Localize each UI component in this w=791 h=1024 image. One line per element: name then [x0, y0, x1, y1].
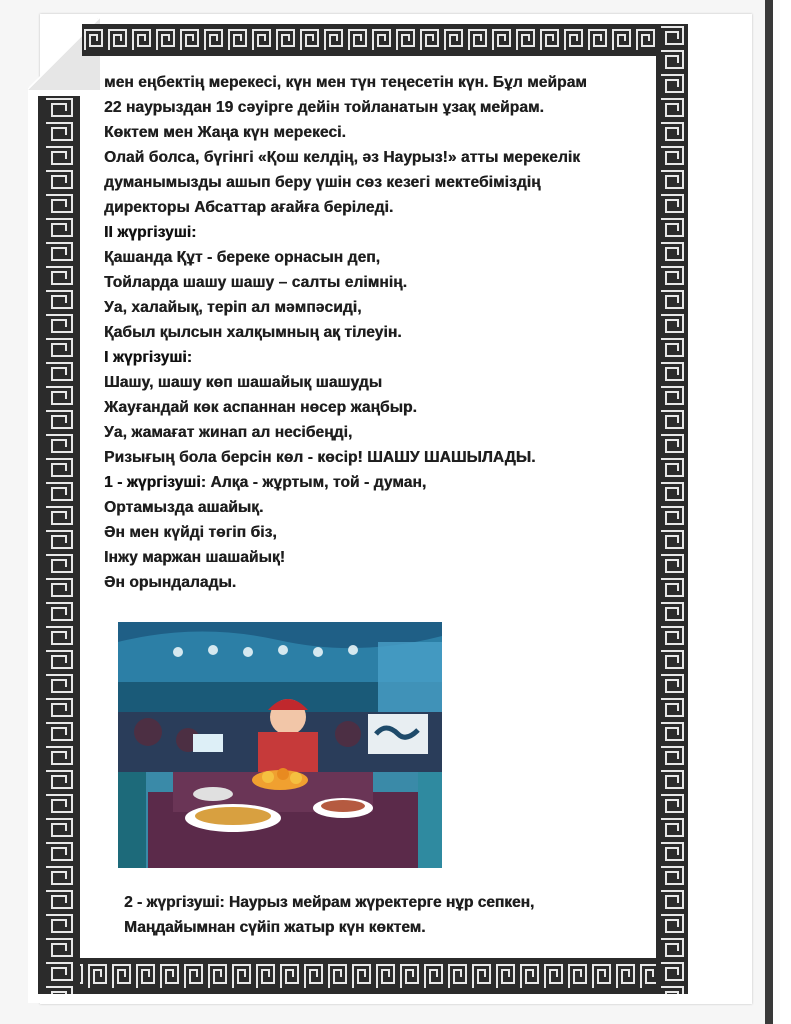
verse-line: Жауғандай көк аспаннан нөсер жаңбыр.	[104, 399, 417, 416]
verse-line: Тойларда шашу шашу – салты елімнің.	[104, 274, 407, 291]
text-line: Көктем мен Жаңа күн мерекесі.	[104, 124, 346, 141]
text-line: мен еңбектің мерекесі, күн мен түн теңесетін күн. Бұл мейрам	[104, 74, 587, 91]
verse-line: Ән мен күйді төгіп біз,	[104, 524, 277, 541]
celebration-photo	[118, 622, 442, 868]
verse-line: Қабыл қылсын халқымның ақ тілеуін.	[104, 324, 402, 341]
verse-line: Ән орындалады.	[104, 574, 237, 591]
verse-line: Шашу, шашу көп шашайық шашуды	[104, 374, 383, 391]
ornament-border-right	[656, 24, 688, 994]
verse-line: Ортамызда ашайық.	[104, 499, 264, 516]
verse-text: Наурыз мейрам жүректерге нұр сепкен,	[224, 894, 535, 911]
speaker-label: 1 - жүргізуші	[104, 474, 201, 491]
text-line: 22 наурыздан 19 сәуірге дейін тойланатын ұзақ мейрам.	[104, 99, 544, 116]
speaker-label: ІІ жүргізуші:	[104, 224, 197, 241]
ornament-border-bottom	[38, 958, 688, 994]
text-line: директоры Абсаттар ағайға беріледі.	[104, 199, 394, 216]
verse-text: : Алқа - жұртым, той - думан,	[200, 474, 427, 491]
speaker-label: 2 - жүргізуші:	[124, 894, 225, 911]
ornament-border-left	[38, 96, 80, 994]
text-line: Олай болса, бүгінгі «Қош келдің, әз Наурыз!» атты мерекелік	[104, 149, 581, 166]
verse-line: Қашанда Құт - береке орнасын деп,	[104, 249, 381, 266]
verse-line: Ризығың бола берсін көл - көсір! ШАШУ ШАШЫЛАДЫ.	[104, 449, 536, 466]
ornament-border-top	[82, 24, 688, 56]
verse-line: Уа, халайық, теріп ал мәмпәсиді,	[104, 299, 362, 316]
verse-line: Маңдайымнан сүйіп жатыр күн көктем.	[124, 919, 426, 936]
text-line: думанымызды ашып беру үшін сөз кезегі мектебіміздің	[104, 174, 541, 191]
speaker-label: І жүргізуші:	[104, 349, 192, 366]
document-body	[104, 70, 652, 595]
verse-line: Інжу маржан шашайық!	[104, 549, 285, 566]
verse-line: Уа, жамағат жинап ал несібеңді,	[104, 424, 353, 441]
scanner-edge	[765, 0, 791, 1024]
speaker-verse-line	[104, 470, 652, 495]
speaker-verse-line	[124, 890, 644, 915]
closing-verse	[124, 890, 644, 940]
